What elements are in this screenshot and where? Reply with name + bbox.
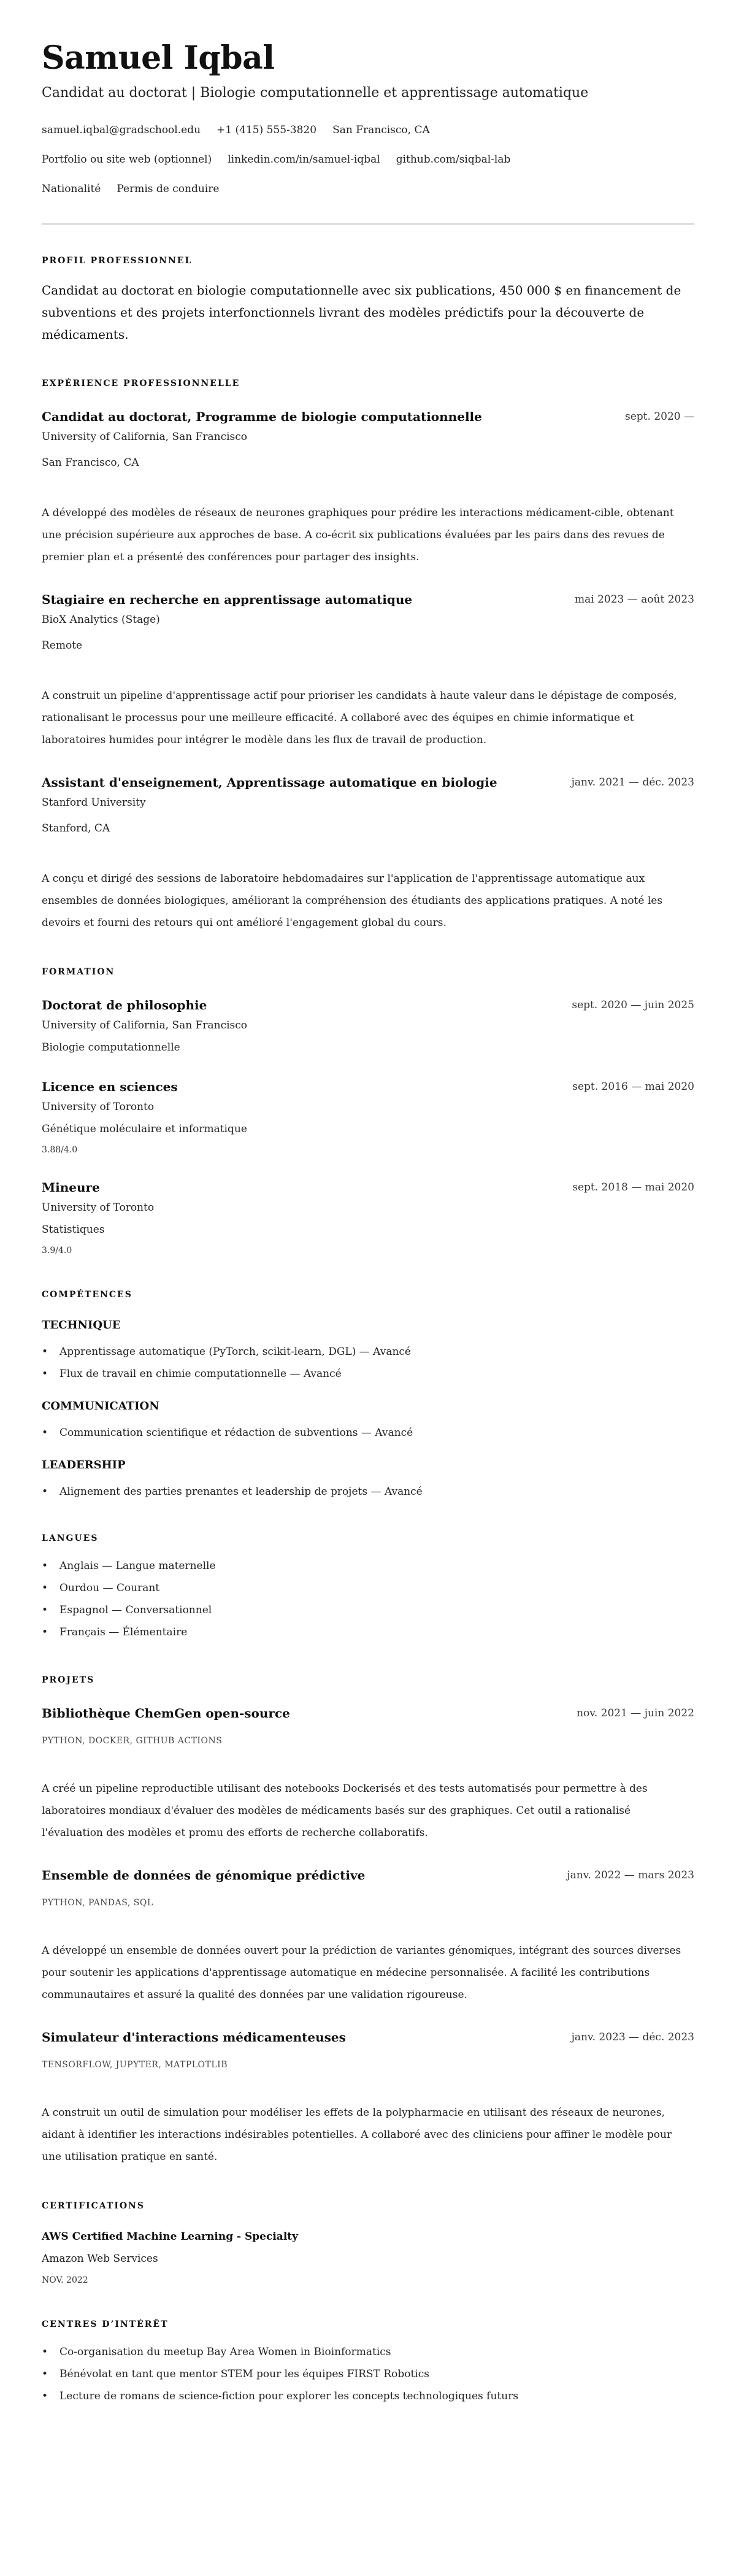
job-dates: janv. 2021 — déc. 2023	[571, 776, 694, 789]
project-dates: janv. 2023 — déc. 2023	[571, 2031, 694, 2043]
skill-list	[42, 1481, 694, 1503]
gpa: 3.9/4.0	[42, 1246, 72, 1255]
language-text: Anglais — Langue maternelle	[59, 1560, 216, 1572]
email-link[interactable]: samuel.iqbal@gradschool.edu	[42, 124, 201, 136]
skill-list	[42, 1341, 694, 1385]
job-description: A construit un pipeline d'apprentissage actif pour prioriser les candidats à haute valeur dans le dépistage de composés, rationalisant le processus pour une meilleure efficacité. A collaboré avec des équipes en chimie informatique et laboratoires humides pour intégrer le modèle dans les flux de travail de production.	[42, 690, 677, 746]
project-title: Simulateur d'interactions médicamenteuses	[42, 2030, 346, 2045]
interest-item	[42, 2385, 694, 2407]
bullet-icon: •	[42, 1368, 48, 1380]
project-dates: nov. 2021 — juin 2022	[577, 1707, 694, 1719]
employer: Stanford University	[42, 796, 146, 809]
portfolio-link[interactable]: Portfolio ou site web (optionnel)	[42, 153, 212, 166]
job-dates: mai 2023 — août 2023	[575, 593, 694, 606]
certification-title: AWS Certified Machine Learning - Specialty	[42, 2231, 299, 2243]
links-row	[42, 152, 694, 167]
language-text: Ourdou — Courant	[59, 1582, 160, 1594]
school: University of Toronto	[42, 1101, 155, 1113]
degree: Doctorat de philosophie	[42, 998, 207, 1012]
interests-section	[42, 2318, 694, 2407]
language-list	[42, 1555, 694, 1643]
field-of-study: Génétique moléculaire et informatique	[42, 1123, 247, 1135]
bullet-icon: •	[42, 1626, 48, 1638]
skill-text: Communication scientifique et rédaction de subventions — Avancé	[59, 1427, 413, 1439]
contact-row	[42, 123, 694, 137]
section-heading: FORMATION	[42, 967, 115, 977]
section-heading: CERTIFICATIONS	[42, 2201, 145, 2211]
nationality: Nationalité	[42, 183, 101, 195]
language-item	[42, 1621, 694, 1643]
field-of-study: Statistiques	[42, 1224, 105, 1236]
bullet-icon: •	[42, 1346, 48, 1358]
skill-item	[42, 1363, 694, 1385]
language-item	[42, 1577, 694, 1599]
skill-text: Apprentissage automatique (PyTorch, scikit-learn, DGL) — Avancé	[59, 1346, 411, 1358]
experience-item	[42, 407, 694, 568]
project-description: A développé un ensemble de données ouvert pour la prédiction de variantes génomiques, intégrant des sources diverses pour soutenir les applications d'apprentissage automatique en médecine personnalisée. A facilité les contributions communautaires et assuré la qualité des données par une validation rigoureuse.	[42, 1945, 681, 2001]
project-tech: PYTHON, PANDAS, SQL	[42, 1898, 153, 1908]
bullet-icon: •	[42, 1427, 48, 1439]
bullet-icon: •	[42, 1604, 48, 1616]
candidate-name: Samuel Iqbal	[42, 39, 275, 77]
headline: Candidat au doctorat | Biologie computationnelle et apprentissage automatique	[42, 85, 589, 101]
section-heading: LANGUES	[42, 1533, 99, 1543]
education-section	[42, 966, 694, 1257]
section-heading: PROFIL PROFESSIONNEL	[42, 256, 193, 266]
certification-issuer: Amazon Web Services	[42, 2253, 158, 2265]
section-heading: CENTRES D’INTÉRÊT	[42, 2320, 169, 2329]
project-item	[42, 1704, 694, 1844]
section-heading: PROJETS	[42, 1675, 95, 1685]
experience-section	[42, 377, 694, 934]
project-tech: PYTHON, DOCKER, GITHUB ACTIONS	[42, 1736, 223, 1746]
bullet-icon: •	[42, 2390, 48, 2402]
bullet-icon: •	[42, 2346, 48, 2358]
employer: BioX Analytics (Stage)	[42, 614, 160, 626]
job-description: A développé des modèles de réseaux de neurones graphiques pour prédire les interactions médicament-cible, obtenant une précision supérieure aux approches de base. A co-écrit six publications évaluées par les pairs dans des revues de premier plan et a présenté des conférences pour partager des insights.	[42, 507, 674, 563]
linkedin-link[interactable]: linkedin.com/in/samuel-iqbal	[228, 153, 380, 166]
project-description: A créé un pipeline reproductible utilisant des notebooks Dockerisés et des tests automatisés pour permettre à des laboratoires mondiaux d'évaluer des modèles de médicaments basés sur des graphiques. Cet outil a rationalisé l'évaluation des modèles et promu des efforts de recherche collaboratifs.	[42, 1783, 648, 1839]
job-title: Assistant d'enseignement, Apprentissage automatique en biologie	[42, 775, 497, 790]
degree: Licence en sciences	[42, 1079, 178, 1094]
projects-section	[42, 1674, 694, 2168]
school: University of California, San Francisco	[42, 1019, 248, 1032]
experience-item	[42, 773, 694, 934]
skills-section	[42, 1289, 694, 1503]
education-item	[42, 1178, 694, 1257]
education-item	[42, 1078, 694, 1156]
school: University of Toronto	[42, 1201, 155, 1214]
skill-text: Alignement des parties prenantes et leadership de projets — Avancé	[59, 1486, 423, 1498]
project-item	[42, 2028, 694, 2168]
project-tech: TENSORFLOW, JUPYTER, MATPLOTLIB	[42, 2060, 228, 2070]
skill-list	[42, 1422, 694, 1444]
interest-item	[42, 2363, 694, 2385]
job-location: Stanford, CA	[42, 822, 110, 835]
certifications-section	[42, 2200, 694, 2286]
language-item	[42, 1555, 694, 1577]
job-title: Stagiaire en recherche en apprentissage automatique	[42, 592, 413, 607]
phone-number: +1 (415) 555-3820	[217, 124, 317, 136]
language-text: Espagnol — Conversationnel	[59, 1604, 212, 1616]
languages-section	[42, 1532, 694, 1643]
section-heading: EXPÉRIENCE PROFESSIONNELLE	[42, 379, 240, 388]
github-link[interactable]: github.com/siqbal-lab	[396, 153, 511, 166]
summary-text: Candidat au doctorat en biologie computationnelle avec six publications, 450 000 $ en financement de subventions et des projets interfonctionnels livrant des modèles prédictifs pour la découverte de médicaments.	[42, 283, 681, 342]
bullet-icon: •	[42, 1560, 48, 1572]
project-title: Bibliothèque ChemGen open-source	[42, 1706, 290, 1721]
field-of-study: Biologie computationnelle	[42, 1041, 180, 1054]
job-title: Candidat au doctorat, Programme de biologie computationnelle	[42, 409, 482, 424]
language-item	[42, 1599, 694, 1621]
interest-text: Bénévolat en tant que mentor STEM pour les équipes FIRST Robotics	[59, 2368, 429, 2380]
education-dates: sept. 2016 — mai 2020	[572, 1081, 694, 1093]
skill-item	[42, 1481, 694, 1503]
driving-license: Permis de conduire	[117, 183, 220, 195]
job-description: A conçu et dirigé des sessions de laboratoire hebdomadaires sur l'application de l'apprentissage automatique aux ensembles de données biologiques, améliorant la compréhension des étudiants des applications pratiques. A noté les devoirs et fourni des retours qui ont amélioré l'engagement global du cours.	[42, 873, 663, 929]
degree: Mineure	[42, 1180, 100, 1195]
skill-item	[42, 1422, 694, 1444]
bullet-icon: •	[42, 1582, 48, 1594]
interest-item	[42, 2341, 694, 2363]
project-description: A construit un outil de simulation pour modéliser les effets de la polypharmacie en utilisant des réseaux de neurones, aidant à identifier les interactions indésirables potentielles. A collaboré avec des cliniciens pour affiner le modèle pour une utilisation pratique en santé.	[42, 2107, 672, 2163]
project-dates: janv. 2022 — mars 2023	[567, 1869, 694, 1881]
education-dates: sept. 2020 — juin 2025	[572, 999, 694, 1011]
job-dates: sept. 2020 —	[625, 411, 694, 423]
skill-item	[42, 1341, 694, 1363]
bullet-icon: •	[42, 1486, 48, 1498]
skill-group-title: LEADERSHIP	[42, 1459, 126, 1471]
experience-item	[42, 590, 694, 751]
project-item	[42, 1866, 694, 2006]
job-location: Remote	[42, 639, 83, 652]
skill-text: Flux de travail en chimie computationnelle — Avancé	[59, 1368, 342, 1380]
education-item	[42, 996, 694, 1055]
skill-group-title: COMMUNICATION	[42, 1400, 159, 1413]
education-dates: sept. 2018 — mai 2020	[572, 1181, 694, 1194]
project-title: Ensemble de données de génomique prédictive	[42, 1868, 366, 1883]
header-divider	[42, 223, 694, 225]
skill-group-title: TECHNIQUE	[42, 1319, 121, 1332]
interest-list	[42, 2341, 694, 2407]
employer: University of California, San Francisco	[42, 431, 248, 443]
bullet-icon: •	[42, 2368, 48, 2380]
extra-info-row	[42, 182, 694, 196]
section-heading: COMPÉTENCES	[42, 1290, 132, 1300]
resume-header	[42, 40, 694, 196]
location: San Francisco, CA	[332, 124, 430, 136]
language-text: Français — Élémentaire	[59, 1626, 188, 1638]
gpa: 3.88/4.0	[42, 1145, 78, 1155]
interest-text: Lecture de romans de science-fiction pour explorer les concepts technologiques futurs	[59, 2390, 519, 2402]
job-location: San Francisco, CA	[42, 457, 139, 469]
certification-date: NOV. 2022	[42, 2275, 88, 2285]
interest-text: Co-organisation du meetup Bay Area Women in Bioinformatics	[59, 2346, 391, 2358]
summary-section	[42, 255, 694, 345]
